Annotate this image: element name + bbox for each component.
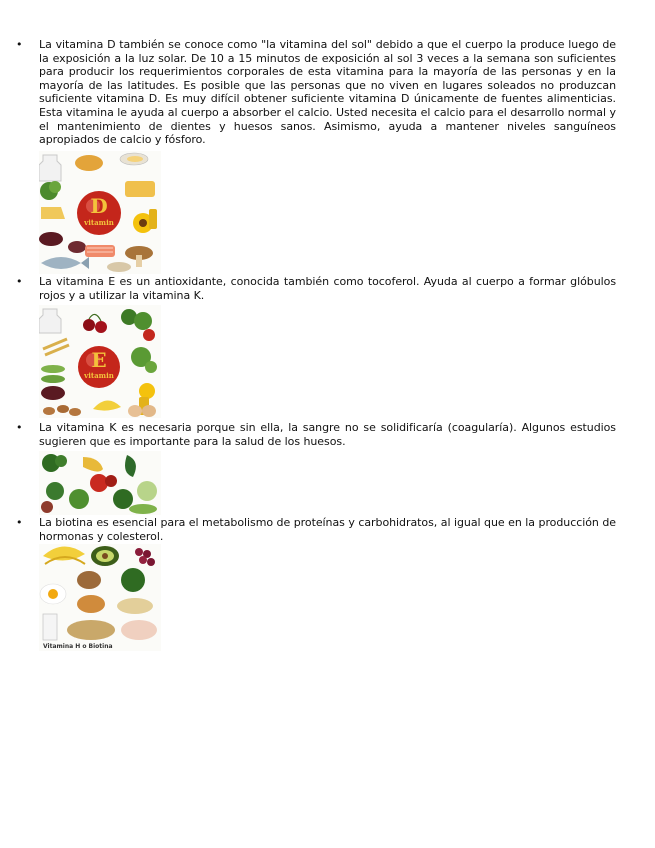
vitamin-e-letter: E xyxy=(91,348,107,372)
biotin-foods-image xyxy=(39,544,161,651)
vitamin-d-label: vitamin xyxy=(84,218,114,227)
biotin-image-caption: Vitamina H o Biotina xyxy=(43,643,113,650)
vitamin-k-foods-image xyxy=(39,451,161,515)
vitamin-k-paragraph: La vitamina K es necesaria porque sin ella, la sangre no se solidificaría (coagularía). Algunos estudios sugieren que es importante para la salud de los huesos. xyxy=(39,421,616,448)
vitamin-e-foods-image xyxy=(39,305,161,418)
bullet: • xyxy=(16,516,23,529)
vitamin-e-paragraph: La vitamina E es un antioxidante, conocida también como tocoferol. Ayuda al cuerpo a formar glóbulos rojos y a utilizar la vitamina K. xyxy=(39,275,616,302)
vitamin-d-foods-image xyxy=(39,151,161,274)
bullet: • xyxy=(16,275,23,288)
bullet: • xyxy=(16,421,23,434)
biotin-paragraph: La biotina es esencial para el metabolismo de proteínas y carbohidratos, al igual que en la producción de hormonas y colesterol. xyxy=(39,516,616,543)
vitamin-e-label: vitamin xyxy=(84,371,114,380)
bullet: • xyxy=(16,38,23,51)
vitamin-d-paragraph: La vitamina D también se conoce como "la vitamina del sol" debido a que el cuerpo la produce luego de la exposición a la luz solar. De 10 a 15 minutos de exposición al sol 3 veces a la semana son suficientes para producir los requerimientos corporales de esta vitamina para la mayoría de las personas y en la mayoría de las latitudes. Es posible que las personas que no viven en lugares soleados no produzcan suficiente vitamina D. Es muy difícil obtener suficiente vitamina D únicamente de fuentes alimenticias. Esta vitamina le ayuda al cuerpo a absorber el calcio. Usted necesita el calcio para el desarrollo normal y el mantenimiento de dientes y huesos sanos. Asimismo, ayuda a mantener niveles sanguíneos apropiados de calcio y fósforo. xyxy=(39,38,616,147)
vitamin-d-letter: D xyxy=(90,194,108,218)
